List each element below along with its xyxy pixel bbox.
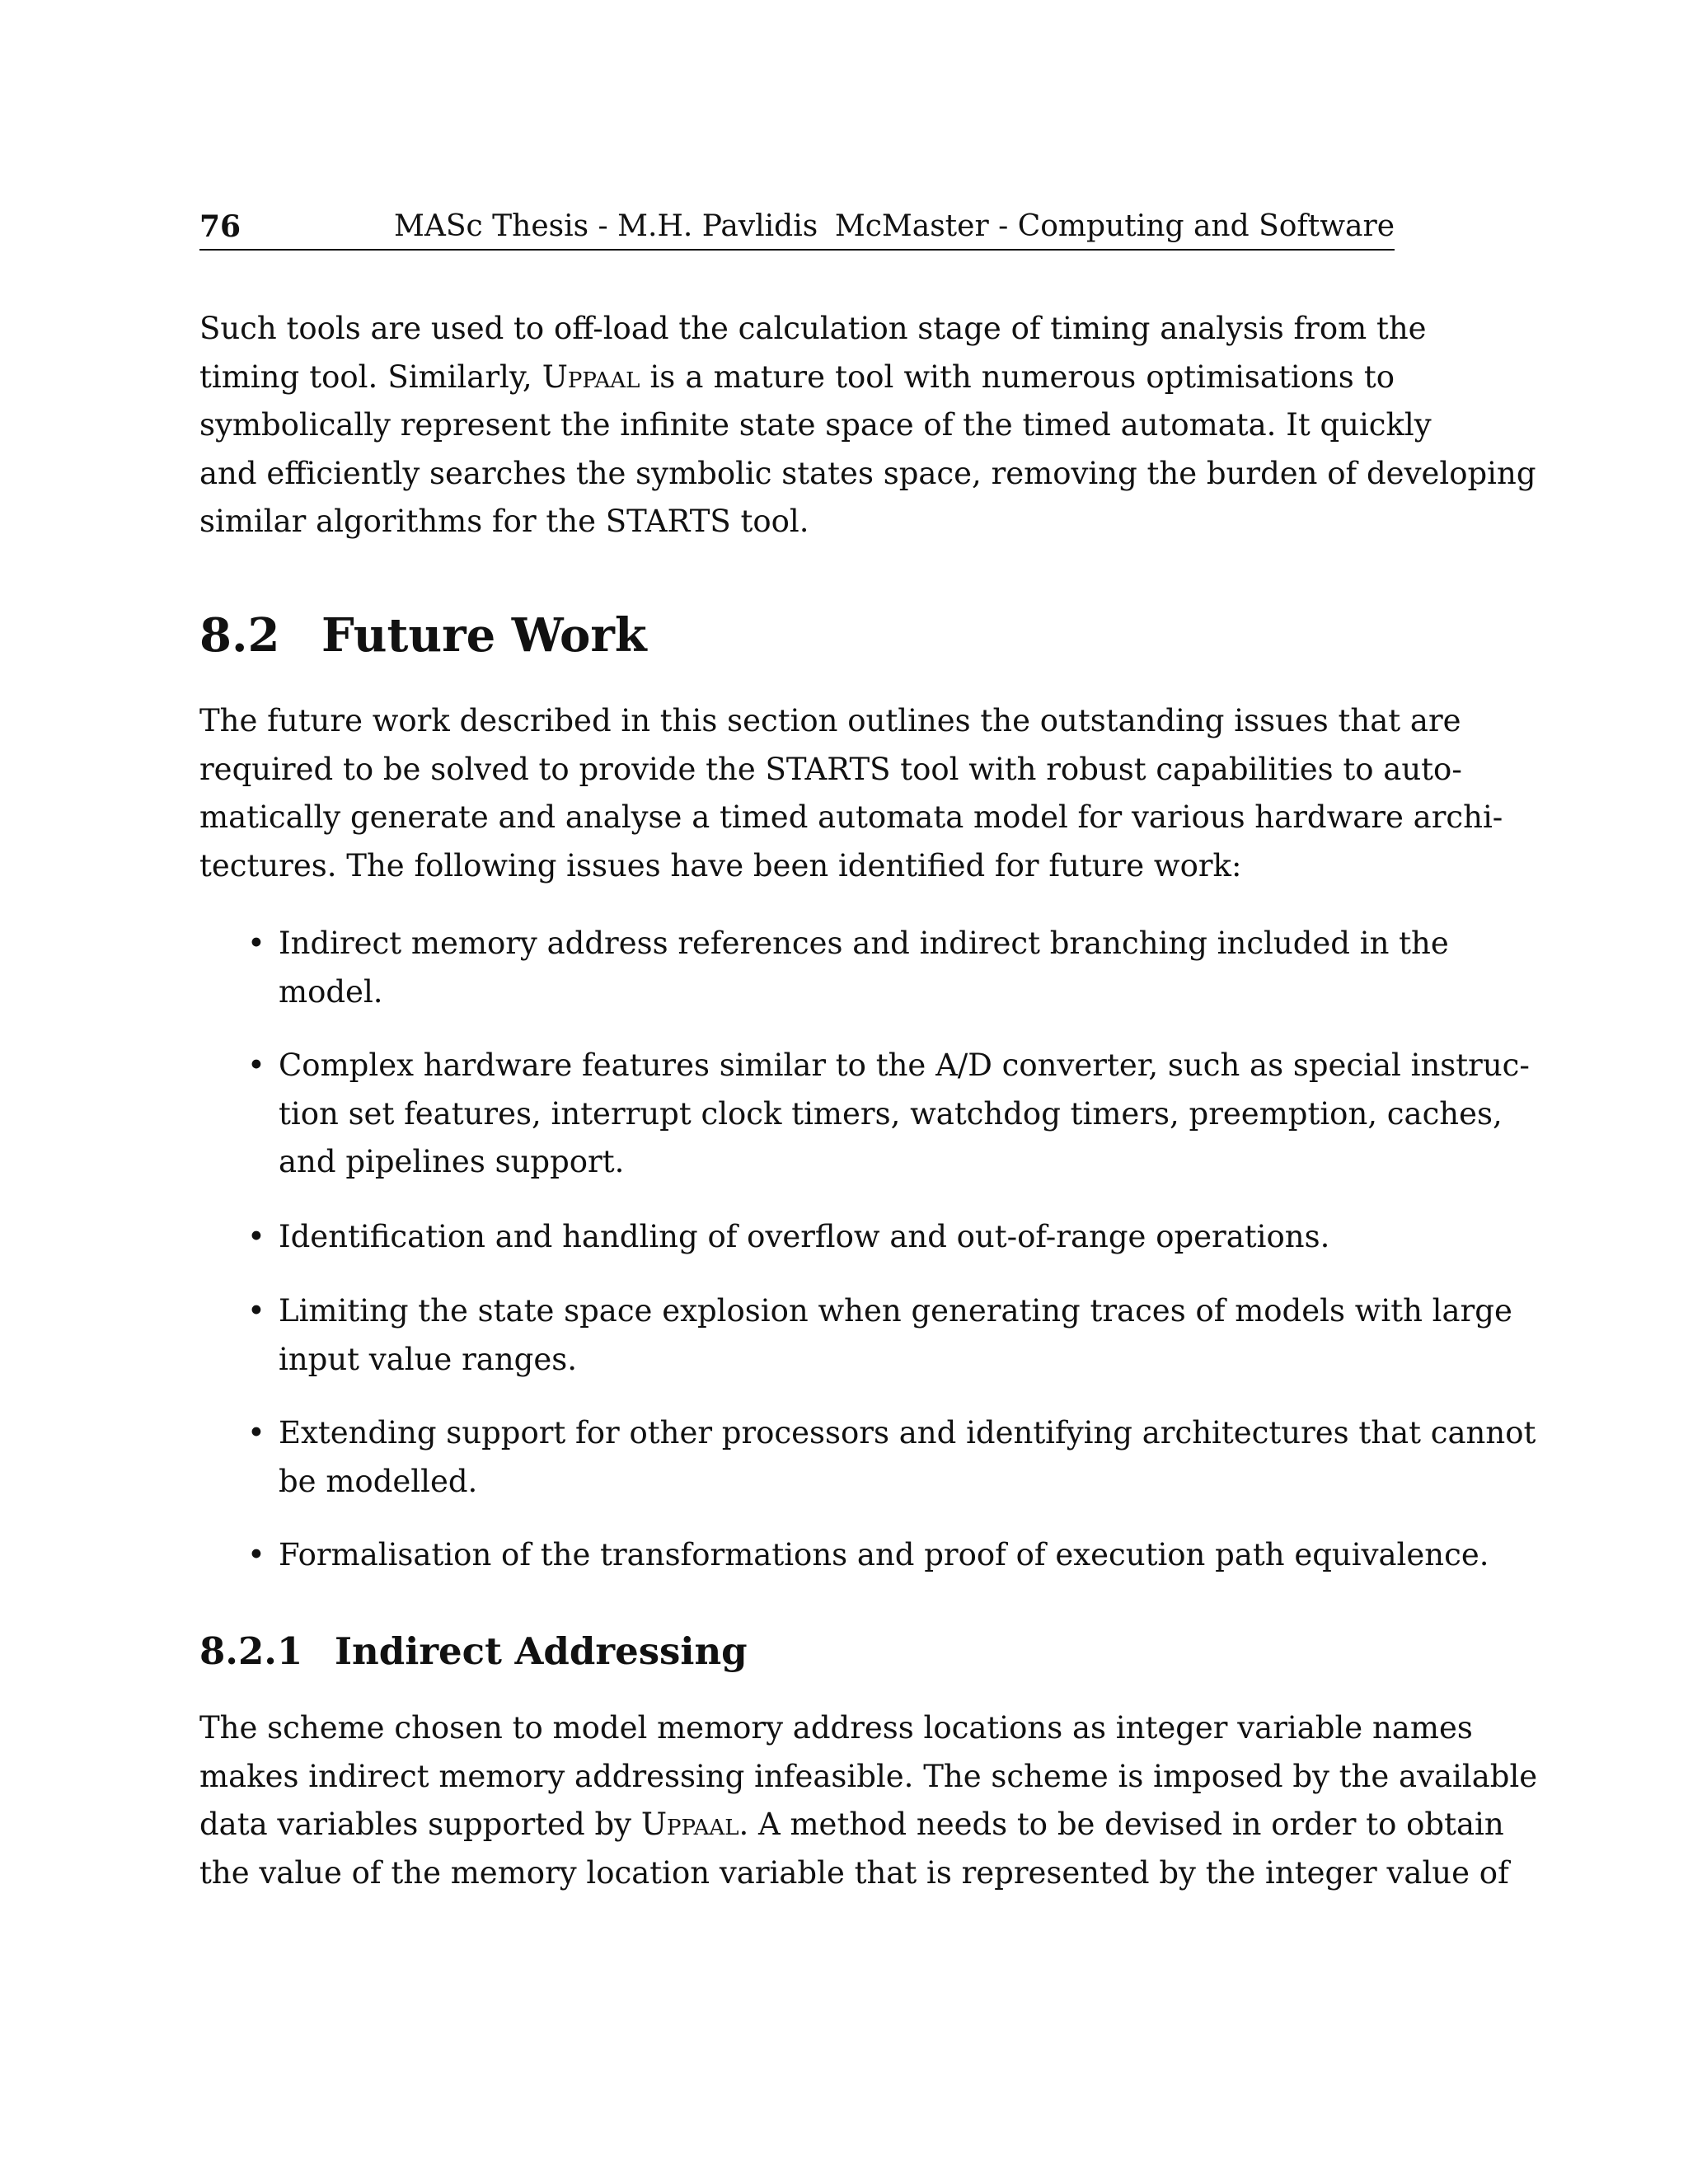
text-line: Complex hardware features similar to the A/D converter, such as special instruc- (279, 1047, 1530, 1083)
text-line: be modelled. (279, 1463, 478, 1499)
bullet-icon: • (247, 926, 265, 961)
text-line: The scheme chosen to model memory address locations as integer variable names (199, 1710, 1473, 1746)
page-number: 76 (199, 209, 241, 244)
text-line: and pipelines support. (279, 1144, 625, 1179)
bullet-icon: • (247, 1219, 265, 1254)
text-line: Formalisation of the transformations and proof of execution path equivalence. (279, 1537, 1489, 1572)
section-number: 8.2 (199, 608, 280, 663)
text-line: matically generate and analyse a timed automata model for various hardware archi- (199, 799, 1503, 835)
text-line: tion set features, interrupt clock timers, watchdog timers, preemption, caches, (279, 1095, 1503, 1132)
section-paragraph (199, 697, 1503, 890)
text-line: the value of the memory location variable that is represented by the integer value of (199, 1854, 1509, 1891)
text-line: model. (279, 973, 383, 1010)
text-line: required to be solved to provide the STARTS tool with robust capabilities to auto- (199, 751, 1462, 787)
running-title: MASc Thesis - M.H. Pavlidis (394, 209, 818, 243)
text-line: Such tools are used to off-load the calculation stage of timing analysis from the (199, 311, 1427, 346)
running-header (199, 208, 1395, 251)
subsection-title: Indirect Addressing (335, 1629, 748, 1673)
text-line: makes indirect memory addressing infeasible. The scheme is imposed by the available (199, 1758, 1538, 1794)
tool-name: Uppaal (640, 1807, 739, 1842)
subsection-number: 8.2.1 (199, 1629, 303, 1673)
intro-paragraph (199, 305, 1536, 546)
text-line: timing tool. Similarly, Uppaal is a mature tool with numerous optimisations to (199, 359, 1395, 395)
bullet-icon: • (247, 1293, 265, 1329)
section-title: Future Work (321, 608, 647, 663)
bullet-icon: • (247, 1047, 265, 1083)
tool-name: Uppaal (542, 359, 640, 395)
text-line: data variables supported by Uppaal. A method needs to be devised in order to obtain (199, 1807, 1504, 1842)
text-line: and efficiently searches the symbolic states space, removing the burden of developing (199, 455, 1536, 491)
bullet-icon: • (247, 1537, 265, 1572)
subsection-paragraph (199, 1704, 1538, 1897)
text-line: Limiting the state space explosion when generating traces of models with large (279, 1293, 1512, 1329)
text-line: tectures. The following issues have been identified for future work: (199, 847, 1242, 883)
text-line: similar algorithms for the STARTS tool. (199, 504, 809, 539)
text-line: The future work described in this section outlines the outstanding issues that are (199, 703, 1461, 738)
bullet-icon: • (247, 1415, 265, 1451)
subsection-heading (199, 1628, 748, 1675)
text-line: symbolically represent the infinite state space of the timed automata. It quickly (199, 407, 1432, 443)
text-line: Indirect memory address references and indirect branching included in the (279, 926, 1449, 961)
text-line: Identification and handling of overflow and out-of-range operations. (279, 1219, 1330, 1254)
text-line: Extending support for other processors and identifying architectures that cannot (279, 1415, 1536, 1451)
running-institution: McMaster - Computing and Software (834, 209, 1395, 243)
text-line: input value ranges. (279, 1341, 577, 1377)
section-heading (199, 607, 647, 664)
